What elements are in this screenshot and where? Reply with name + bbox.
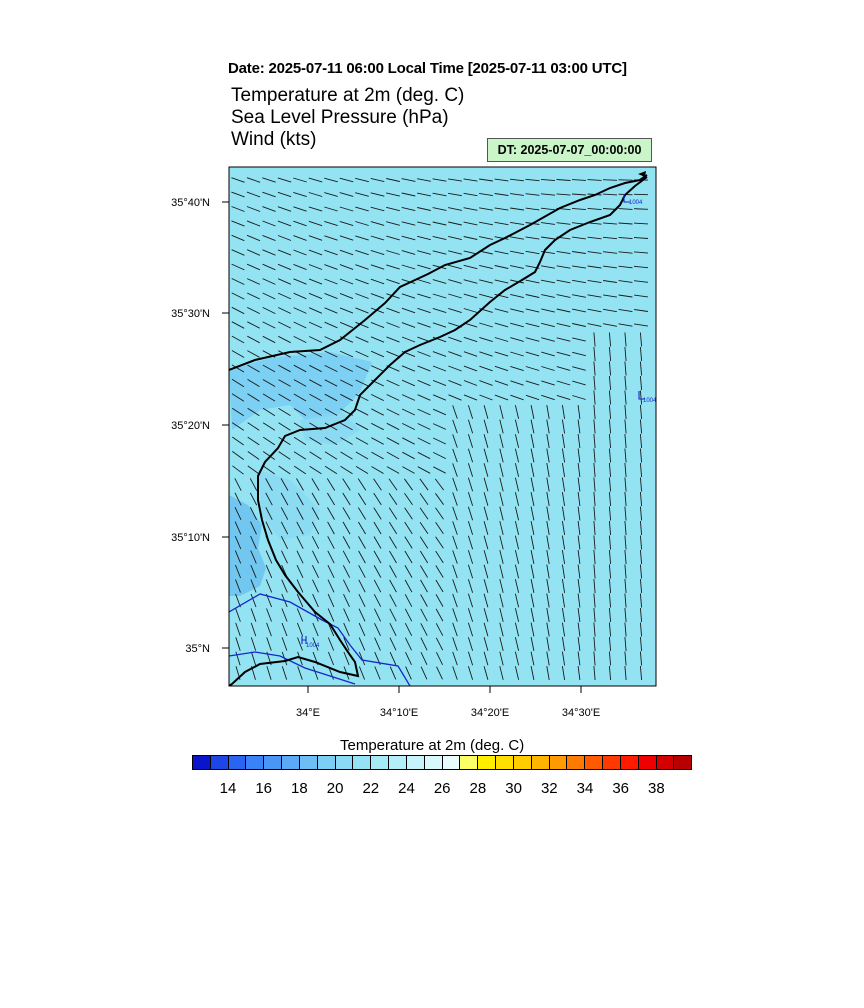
- lat-label: 35°30'N: [171, 308, 210, 320]
- colorbar-swatch: [388, 755, 407, 770]
- colorbar-label: 14: [219, 780, 237, 797]
- colorbar-swatch: [192, 755, 211, 770]
- colorbar-swatch: [638, 755, 657, 770]
- isobar-label: 1004: [643, 398, 657, 404]
- isobar-label: 1004: [306, 643, 320, 649]
- colorbar-label: 22: [362, 780, 380, 797]
- isobar-label: 1004: [629, 200, 643, 206]
- colorbar-label: 32: [540, 780, 558, 797]
- colorbar-label: 16: [255, 780, 273, 797]
- colorbar-swatch: [459, 755, 478, 770]
- colorbar-label: 34: [576, 780, 594, 797]
- colorbar-swatch: [263, 755, 282, 770]
- colorbar-swatch: [370, 755, 389, 770]
- sea-land-fill: [229, 167, 656, 686]
- colorbar-swatch: [442, 755, 461, 770]
- lon-label: 34°E: [296, 707, 320, 719]
- field-title-temperature: Temperature at 2m (deg. C): [231, 85, 465, 106]
- latitude-ticks: [222, 202, 229, 648]
- colorbar-label: 20: [326, 780, 344, 797]
- colorbar-swatch: [566, 755, 585, 770]
- colorbar-swatch: [424, 755, 443, 770]
- colorbar-swatch: [584, 755, 603, 770]
- colorbar-swatch: [602, 755, 621, 770]
- lat-label: 35°40'N: [171, 197, 210, 209]
- lon-label: 34°20'E: [470, 707, 510, 719]
- colorbar-swatch: [335, 755, 354, 770]
- colorbar-swatch: [406, 755, 425, 770]
- lat-label: 35°20'N: [171, 420, 210, 432]
- colorbar-swatch: [549, 755, 568, 770]
- dt-badge: DT: 2025-07-07_00:00:00: [487, 138, 652, 162]
- colorbar-swatch: [495, 755, 514, 770]
- wind-barb: [634, 209, 648, 210]
- colorbar-swatch: [299, 755, 318, 770]
- colorbar-label: 28: [469, 780, 487, 797]
- colorbar-swatch: [673, 755, 692, 770]
- date-line: Date: 2025-07-11 06:00 Local Time [2025-07-11 03:00 UTC]: [228, 60, 627, 77]
- colorbar-swatch: [317, 755, 336, 770]
- lat-label: 35°10'N: [171, 532, 210, 544]
- colorbar-swatch: [531, 755, 550, 770]
- colorbar-swatch: [656, 755, 675, 770]
- colorbar: [193, 755, 692, 770]
- colorbar-swatch: [281, 755, 300, 770]
- colorbar-swatch: [228, 755, 247, 770]
- colorbar-title: Temperature at 2m (deg. C): [340, 737, 525, 754]
- colorbar-swatch: [477, 755, 496, 770]
- longitude-ticks: [308, 686, 581, 693]
- colorbar-swatch: [513, 755, 532, 770]
- colorbar-label: 36: [612, 780, 630, 797]
- field-title-pressure: Sea Level Pressure (hPa): [231, 107, 449, 128]
- colorbar-label: 18: [291, 780, 308, 797]
- colorbar-label: 26: [433, 780, 451, 797]
- lon-label: 34°30'E: [561, 707, 601, 719]
- colorbar-swatch: [352, 755, 371, 770]
- field-title-wind: Wind (kts): [231, 129, 317, 150]
- colorbar-swatch: [210, 755, 229, 770]
- lon-label: 34°10'E: [379, 707, 419, 719]
- colorbar-label: 30: [505, 780, 522, 797]
- lat-label: 35°N: [185, 643, 210, 655]
- wind-barb: [603, 180, 617, 181]
- colorbar-label: 38: [648, 780, 665, 797]
- colorbar-label: 24: [398, 780, 415, 797]
- colorbar-swatch: [245, 755, 264, 770]
- colorbar-swatch: [620, 755, 639, 770]
